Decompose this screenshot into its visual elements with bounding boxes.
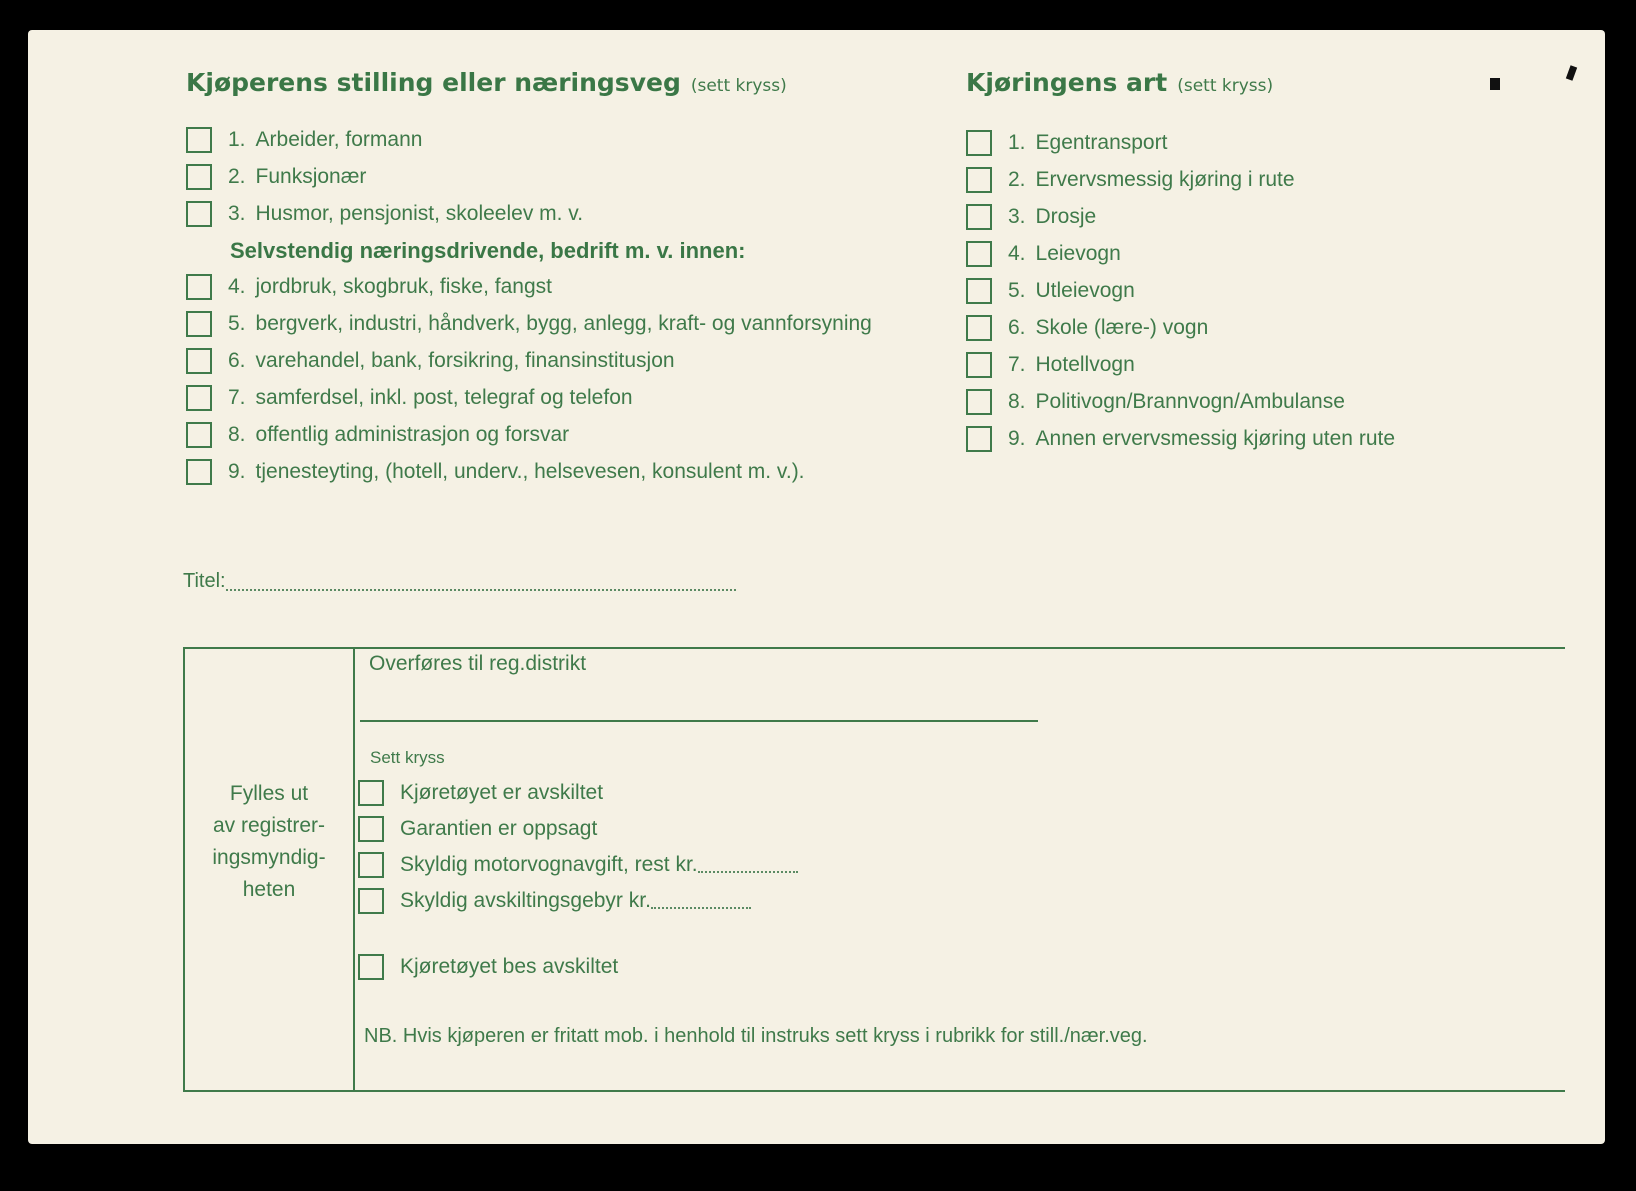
option-number: 3.: [228, 202, 246, 225]
left-option-6[interactable]: [186, 348, 675, 374]
option-number: 5.: [1008, 279, 1026, 302]
right-option-5[interactable]: [966, 278, 1135, 304]
option-label: Egentransport: [1035, 131, 1168, 154]
check-request-deregistration[interactable]: [358, 954, 618, 980]
checkbox[interactable]: [186, 422, 212, 448]
nb-note: NB. Hvis kjøperen er fritatt mob. i henhold til instruks sett kryss i rubrikk for still./nær.veg.: [364, 1025, 1148, 1047]
amount-dotted-line[interactable]: [651, 893, 751, 909]
option-number: 6.: [1008, 316, 1026, 339]
option-label: Arbeider, formann: [255, 128, 423, 151]
box-bottom-border: [183, 1090, 1565, 1092]
form-card: [28, 30, 1605, 1144]
option-number: 7.: [228, 386, 246, 409]
right-option-2[interactable]: [966, 167, 1295, 193]
option-label: Leievogn: [1035, 242, 1121, 265]
scan-mark: [1566, 65, 1577, 81]
check-vehicle-tax-owed[interactable]: [358, 852, 798, 878]
amount-dotted-line[interactable]: [698, 857, 798, 873]
option-number: 9.: [1008, 427, 1026, 450]
left-option-7[interactable]: [186, 385, 633, 411]
left-option-5[interactable]: [186, 311, 872, 337]
option-label: bergverk, industri, håndverk, bygg, anlegg, kraft- og vannforsyning: [255, 312, 872, 335]
transfer-district-label: Overføres til reg.distrikt: [369, 652, 587, 675]
checkbox[interactable]: [966, 204, 992, 230]
option-number: 8.: [228, 423, 246, 446]
option-label: Hotellvogn: [1035, 353, 1135, 376]
option-number: 5.: [228, 312, 246, 335]
option-label: jordbruk, skogbruk, fiske, fangst: [255, 275, 552, 298]
box-divider: [353, 647, 355, 1090]
option-label: Ervervsmessig kjøring i rute: [1035, 168, 1295, 191]
check-label: Skyldig motorvognavgift, rest kr.: [400, 853, 698, 876]
right-option-7[interactable]: [966, 352, 1135, 378]
right-option-1[interactable]: [966, 130, 1167, 156]
right-section-title: [966, 68, 1273, 97]
side-label-line: av registrer-: [212, 814, 326, 837]
scan-mark: [1490, 78, 1500, 90]
option-label: varehandel, bank, forsikring, finansinstitusjon: [255, 349, 675, 372]
option-label: Funksjonær: [255, 165, 367, 188]
option-number: 2.: [228, 165, 246, 188]
check-label: Garantien er oppsagt: [400, 817, 598, 840]
option-label: Husmor, pensjonist, skoleelev m. v.: [255, 202, 584, 225]
checkbox[interactable]: [186, 459, 212, 485]
left-option-3[interactable]: [186, 201, 583, 227]
checkbox[interactable]: [966, 389, 992, 415]
option-label: Politivogn/Brannvogn/Ambulanse: [1035, 390, 1345, 413]
option-number: 2.: [1008, 168, 1026, 191]
option-number: 9.: [228, 460, 246, 483]
right-option-6[interactable]: [966, 315, 1208, 341]
check-deregistration-fee-owed[interactable]: [358, 888, 751, 914]
option-number: 7.: [1008, 353, 1026, 376]
checkbox[interactable]: [966, 241, 992, 267]
registration-authority-note: [188, 778, 350, 906]
option-label: Drosje: [1035, 205, 1097, 228]
option-label: offentlig administrasjon og forsvar: [255, 423, 570, 446]
checkbox[interactable]: [966, 352, 992, 378]
left-title-note: (sett kryss): [690, 76, 787, 96]
left-option-4[interactable]: [186, 274, 552, 300]
checkbox[interactable]: [358, 954, 384, 980]
checkbox[interactable]: [186, 164, 212, 190]
option-label: samferdsel, inkl. post, telegraf og telefon: [255, 386, 633, 409]
left-option-1[interactable]: [186, 127, 422, 153]
left-title-text: Kjøperens stilling eller næringsveg: [186, 68, 681, 97]
titel-field[interactable]: [183, 570, 736, 593]
checkbox[interactable]: [358, 780, 384, 806]
checkbox[interactable]: [186, 201, 212, 227]
option-number: 4.: [228, 275, 246, 298]
right-option-4[interactable]: [966, 241, 1121, 267]
check-label: Kjøretøyet bes avskiltet: [400, 955, 619, 978]
box-top-border: [183, 647, 1565, 649]
checkbox[interactable]: [966, 167, 992, 193]
side-label-line: heten: [242, 878, 296, 901]
checkbox[interactable]: [966, 278, 992, 304]
transfer-district-line[interactable]: [360, 720, 1038, 722]
checkbox[interactable]: [186, 274, 212, 300]
check-label: Kjøretøyet er avskiltet: [400, 781, 604, 804]
box-left-border: [183, 647, 185, 1091]
right-option-8[interactable]: [966, 389, 1345, 415]
checks-heading: Sett kryss: [370, 748, 445, 767]
checkbox[interactable]: [358, 852, 384, 878]
checkbox[interactable]: [358, 816, 384, 842]
option-label: Utleievogn: [1035, 279, 1135, 302]
checkbox[interactable]: [186, 348, 212, 374]
option-number: 6.: [228, 349, 246, 372]
option-label: Skole (lære-) vogn: [1035, 316, 1209, 339]
option-number: 4.: [1008, 242, 1026, 265]
right-option-9[interactable]: [966, 426, 1395, 452]
checkbox[interactable]: [966, 426, 992, 452]
checkbox[interactable]: [186, 311, 212, 337]
checkbox[interactable]: [186, 127, 212, 153]
checkbox[interactable]: [966, 315, 992, 341]
left-option-8[interactable]: [186, 422, 569, 448]
check-deregistered[interactable]: [358, 780, 603, 806]
right-title-note: (sett kryss): [1177, 76, 1274, 96]
check-guarantee-cancelled[interactable]: [358, 816, 597, 842]
option-number: 1.: [1008, 131, 1026, 154]
option-label: Annen ervervsmessig kjøring uten rute: [1035, 427, 1396, 450]
titel-dotted-line[interactable]: [226, 573, 736, 591]
side-label-line: Fylles ut: [229, 782, 309, 805]
right-title-text: Kjøringens art: [966, 68, 1168, 97]
check-label: Skyldig avskiltingsgebyr kr.: [400, 889, 651, 912]
titel-label: Titel:: [183, 570, 226, 592]
option-number: 1.: [228, 128, 246, 151]
left-option-2[interactable]: [186, 164, 366, 190]
checkbox[interactable]: [358, 888, 384, 914]
option-label: tjenesteyting, (hotell, underv., helsevesen, konsulent m. v.).: [255, 460, 805, 483]
left-section-title: [186, 68, 787, 97]
right-option-3[interactable]: [966, 204, 1096, 230]
self-employed-subheading: Selvstendig næringsdrivende, bedrift m. v. innen:: [230, 238, 746, 263]
option-number: 8.: [1008, 390, 1026, 413]
option-number: 3.: [1008, 205, 1026, 228]
side-label-line: ingsmyndig-: [212, 846, 326, 869]
checkbox[interactable]: [966, 130, 992, 156]
checkbox[interactable]: [186, 385, 212, 411]
left-option-9[interactable]: [186, 459, 805, 485]
